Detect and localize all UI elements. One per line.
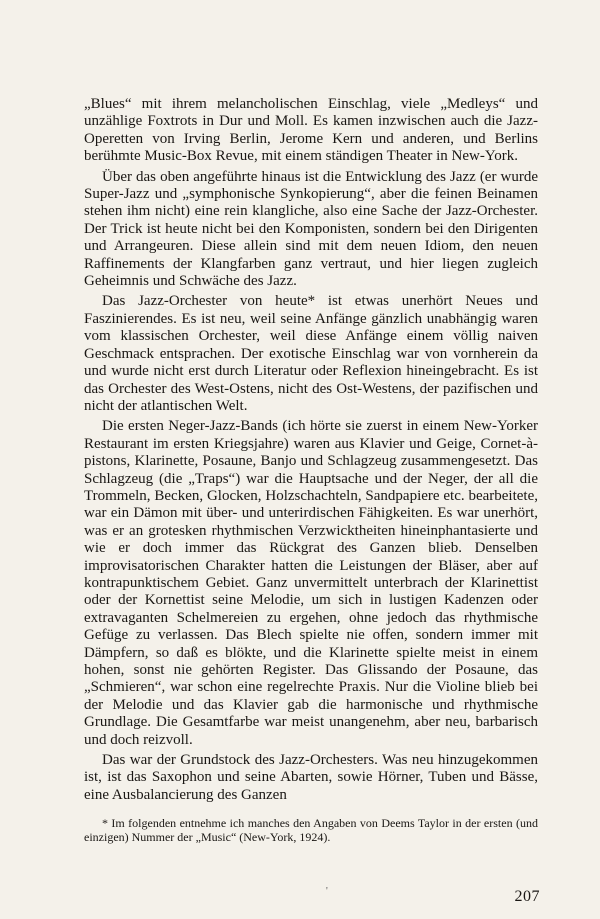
body-text [84, 96, 538, 804]
footnote-spacer [84, 804, 538, 810]
paragraph-4: Die ersten Neger-Jazz-Bands (ich hörte sie zuerst in einem New-Yorker Restaurant im ersten Kriegsjahre) waren aus Klavier und Geige, Cornet-à-pistons, Klarinette, Posaune, Banjo und Schlagzeug zusammengesetzt. Das Schlagzeug (die „Traps“) war die Hauptsache und der Neger, der all die Trommeln, Becken, Glocken, Holzschachteln, Sandpapiere etc. bearbeitete, war ein Dämon mit über- und unterirdischen Fähigkeiten. Es war unerhört, was er an grotesken rhythmischen Verzwicktheiten hineinphantasierte und wie er doch immer das Rückgrat des Ganzen blieb. Denselben improvisatorischen Charakter hatten die Leistungen der Bläser, aber auf kontrapunktischem Gebiet. Ganz unvermittelt unterbrach der Klarinettist oder der Kornettist seine Melodie, um sich in lustigen Kadenzen oder extravaganten Schelmereien zu ergehen, ohne jedoch das rhythmische Gefüge zu verlassen. Das Blech spielte nie offen, sondern immer mit Dämpfern, so daß es blökte, und die Klarinette spielte meist in einem hohen, sonst nie gehörten Register. Das Glissando der Posaune, das „Schmieren“, war schon eine regelrechte Praxis. Nur die Violine blieb bei der Melodie und das Klavier gab die harmonische und rhythmische Grundlage. Die Gesamtfarbe war meist unangenehm, aber neu, barbarisch und doch reizvoll. [84, 418, 538, 748]
paragraph-1: „Blues“ mit ihrem melancholischen Einschlag, viele „Medleys“ und unzählige Foxtrots in Dur und Moll. Es kamen inzwischen auch die Jazz-Operetten von Irving Berlin, Jerome Kern und anderen, und Berlins berühmte Music-Box Revue, mit einem ständigen Theater in New-York. [84, 96, 538, 165]
page-number: 207 [514, 888, 540, 905]
paragraph-3: Das Jazz-Orchester von heute* ist etwas unerhört Neues und Faszinierendes. Es ist neu, weil seine Anfänge gänzlich unabhängig waren vom klassischen Orchester, weil diese Anfänge einem völlig naiven Geschmack entsprachen. Der exotische Einschlag war von vornherein da und wurde nicht erst durch Literatur oder Reflexion hineingebracht. Es ist das Orchester des West-Ostens, nicht des Ost-Westens, der pazifischen und nicht der atlantischen Welt. [84, 293, 538, 414]
paragraph-2: Über das oben angeführte hinaus ist die Entwicklung des Jazz (er wurde Super-Jazz und „symphonische Synkopierung“, aber die feinen Beinamen stehen ihm nicht) eine rein klangliche, also eine Sache der Jazz-Orchester. Der Trick ist heute nicht bei den Komponisten, sondern bei den Dirigenten und Arrangeuren. Diese allein sind mit dem neuen Idiom, den neuen Raffinements der Klangfarben ganz vertraut, und hier liegen zugleich Geheimnis und Schwäche des Jazz. [84, 168, 538, 290]
printing-mark: ' [326, 886, 328, 897]
footnote: * Im folgenden entnehme ich manches den Angaben von Deems Taylor in der ersten (und einzigen) Nummer der „Music“ (New-York, 1924). [84, 816, 538, 845]
paragraph-5: Das war der Grundstock des Jazz-Orchesters. Was neu hinzugekommen ist, ist das Saxophon und seine Abarten, sowie Hörner, Tuben und Bässe, eine Ausbalancierung des Ganzen [84, 752, 538, 803]
